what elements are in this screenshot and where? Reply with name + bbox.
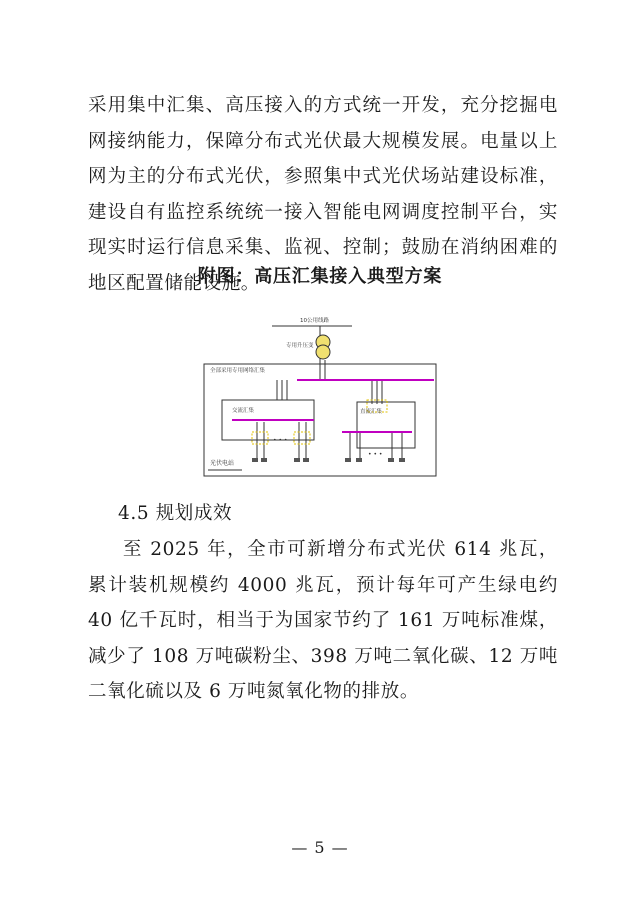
section-heading: 4.5 规划成效: [118, 503, 233, 524]
pv-module: [388, 458, 394, 462]
pv-module: [252, 458, 258, 462]
dc-box-label: 直流汇集: [360, 409, 383, 415]
pv-module: [356, 458, 362, 462]
paragraph-top: 采用集中汇集、高压接入的方式统一开发，充分挖掘电网接纳能力，保障分布式光伏最大规模发展。电量以上网为主的分布式光伏，参照集中式光伏场站建设标准，建设自有监控系统统一接入智能电网调度控制平台，实现实时运行信息采集、监视、控制；鼓励在消纳困难的地区配置储能设施。: [88, 95, 558, 294]
pv-module: [345, 458, 351, 462]
inverter-box: [252, 432, 268, 444]
pv-station-label: 光伏电站: [210, 460, 235, 467]
pv-module: [399, 458, 405, 462]
inverter-box: [294, 432, 310, 444]
transformer-bottom-coil: [316, 345, 330, 359]
dc-dots: • • •: [368, 451, 383, 458]
pv-module: [261, 458, 267, 462]
paragraph-bottom-text: 至 2025 年，全市可新增分布式光伏 614 兆瓦，累计装机规模约 4000 兆瓦，预计每年可产生绿电约 40 亿千瓦时，相当于为国家节约了 161 万吨标准煤，减少了 108 万吨碳粉尘、398 万吨二氧化碳、12 万吨二氧化硫以及 6 万吨氮氧化物的排放。: [88, 539, 558, 702]
pv-module: [303, 458, 309, 462]
pv-module: [294, 458, 300, 462]
high-voltage-collection-diagram: [202, 312, 438, 488]
collection-box-label: 全部采用专用网络汇集: [210, 368, 266, 374]
transformer-label: 专用升压变: [286, 343, 314, 349]
paragraph-bottom: [88, 532, 558, 710]
page-number: — 5 —: [291, 838, 349, 857]
grid-line-label: 10公用线路: [300, 318, 329, 324]
figure-caption: 附图：高压汇集接入典型方案: [197, 266, 443, 287]
ac-box-label: 交流汇集: [232, 408, 255, 414]
ac-dots: • • •: [273, 437, 288, 444]
